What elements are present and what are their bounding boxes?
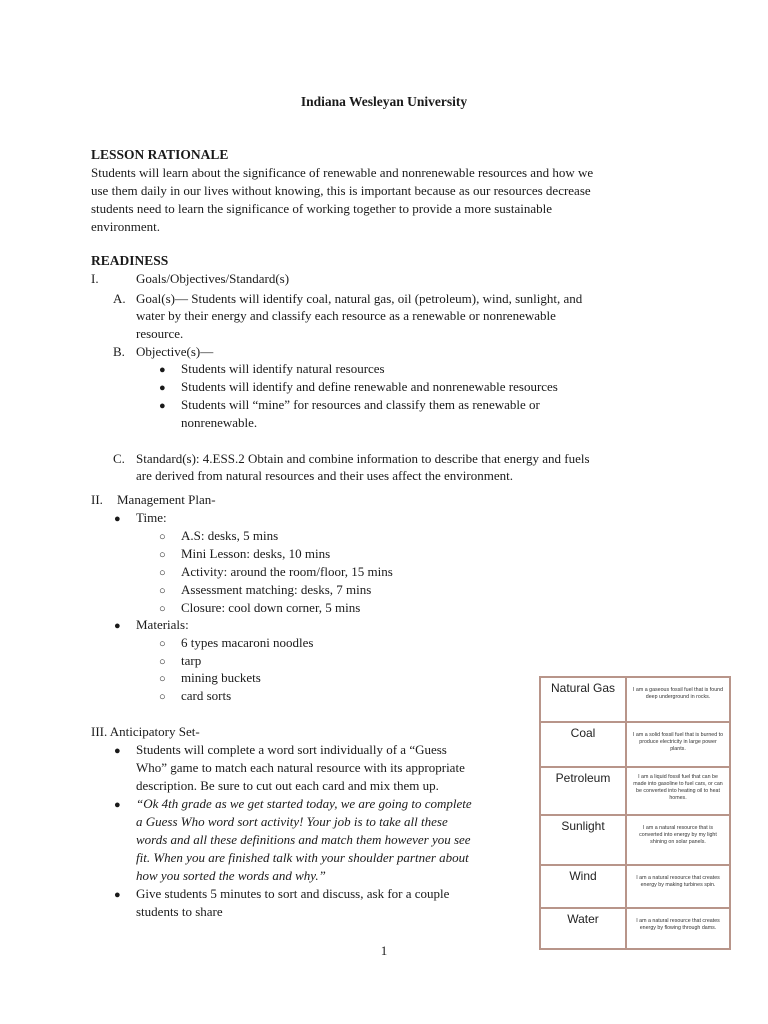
anticipatory-quote-line: “Ok 4th grade as we get started today, we are going to complete [136,796,472,811]
card-resource: Petroleum [541,768,627,814]
anticipatory-quote-line: how you sorted the words and why.” [136,868,326,883]
card-description: I am a natural resource that creates energy by flowing through dams. [636,918,720,931]
standard-letter: C. [113,451,125,466]
card-resource: Sunlight [541,816,627,864]
time-item: Mini Lesson: desks, 10 mins [181,546,331,561]
objective-bullet: Students will identify and define renewable and nonrenewable resources [181,379,558,394]
circle-bullet: ○ [159,673,166,685]
anticipatory-line: students to share [136,904,223,919]
section-numeral: II. [91,492,103,507]
anticipatory-quote-line: fit. When you are finished talk with your shoulder partner about [136,850,469,865]
materials-item: tarp [181,653,202,668]
card-row [541,816,729,864]
bullet-dot: ● [114,513,121,525]
rationale-line: students need to learn the significance of working together to provide a more sustainable [91,201,552,216]
standard-line: Standard(s): 4.ESS.2 Obtain and combine information to describe that energy and fuels [136,451,590,466]
section-title: III. Anticipatory Set- [91,724,200,739]
circle-bullet: ○ [159,585,166,597]
bullet-dot: ● [114,889,121,901]
rationale-heading: LESSON RATIONALE [91,147,229,162]
card-resource: Coal [541,723,627,766]
card-row [541,768,729,814]
materials-item: mining buckets [181,670,261,685]
circle-bullet: ○ [159,691,166,703]
card-row [541,678,729,721]
circle-bullet: ○ [159,638,166,650]
materials-label: Materials: [136,617,189,632]
anticipatory-quote-line: words and all these definitions and match them however you see [136,832,471,847]
time-label: Time: [136,510,167,525]
anticipatory-line: description. Be sure to cut out each card and mix them up. [136,778,439,793]
goal-line: Goal(s)— Students will identify coal, natural gas, oil (petroleum), wind, sunlight, and [136,291,583,306]
goal-letter: A. [113,291,126,306]
circle-bullet: ○ [159,603,166,615]
time-item: Assessment matching: desks, 7 mins [181,582,372,597]
circle-bullet: ○ [159,531,166,543]
anticipatory-quote-line: a Guess Who word sort activity! Your job is to take all these [136,814,448,829]
circle-bullet: ○ [159,567,166,579]
objective-label: Objective(s)— [136,344,214,359]
rationale-line: use them daily in our lives without knowing, this is important because as our resources decrease [91,183,591,198]
card-row [541,723,729,766]
card-resource: Wind [541,866,627,907]
anticipatory-line: Give students 5 minutes to sort and discuss, ask for a couple [136,886,450,901]
bullet-dot: ● [114,799,121,811]
card-description: I am a natural resource that is converted into energy by my light shining on solar panels. [639,825,717,845]
bullet-dot: ● [114,745,121,757]
time-item: Closure: cool down corner, 5 mins [181,600,361,615]
anticipatory-line: Students will complete a word sort individually of a “Guess [136,742,447,757]
card-description: I am a solid fossil fuel that is burned to produce electricity in large power plants. [632,732,724,752]
readiness-heading: READINESS [91,253,169,268]
objective-bullet: Students will identify natural resources [181,361,385,376]
card-resource: Water [541,909,627,948]
section-title: Management Plan- [117,492,216,507]
circle-bullet: ○ [159,656,166,668]
time-item: Activity: around the room/floor, 15 mins [181,564,393,579]
card-description: I am a natural resource that creates energy by making turbines spin. [636,875,720,888]
rationale-line: environment. [91,219,160,234]
standard-line: are derived from natural resources and their uses affect the environment. [136,468,513,483]
rationale-line: Students will learn about the significance of renewable and nonrenewable resources and how we [91,165,594,180]
time-item: A.S: desks, 5 mins [181,528,279,543]
card-description: I am a liquid fossil fuel that can be made into gasoline to fuel cars, or can be converted into heating oil to heat homes. [633,774,723,801]
goal-line: resource. [136,326,184,341]
section-title: Goals/Objectives/Standard(s) [136,271,290,286]
materials-item: card sorts [181,688,232,703]
goal-line: water by their energy and classify each resource as a renewable or nonrenewable [136,308,556,323]
circle-bullet: ○ [159,549,166,561]
card-description: I am a gaseous fossil fuel that is found deep underground in rocks. [632,687,724,700]
bullet-dot: ● [114,620,121,632]
page-number: 1 [380,943,388,958]
bullet-dot: ● [159,382,166,394]
card-row [541,866,729,907]
card-sort-table [539,676,731,950]
bullet-dot: ● [159,364,166,376]
materials-item: 6 types macaroni noodles [181,635,314,650]
bullet-dot: ● [159,400,166,412]
section-numeral: I. [91,271,99,286]
card-resource: Natural Gas [541,678,627,721]
objective-bullet-continued: nonrenewable. [181,415,258,430]
anticipatory-line: Who” game to match each natural resource with its appropriate [136,760,465,775]
objective-bullet: Students will “mine” for resources and classify them as renewable or [181,397,540,412]
objective-letter: B. [113,344,125,359]
document-title: Indiana Wesleyan University [300,94,468,109]
